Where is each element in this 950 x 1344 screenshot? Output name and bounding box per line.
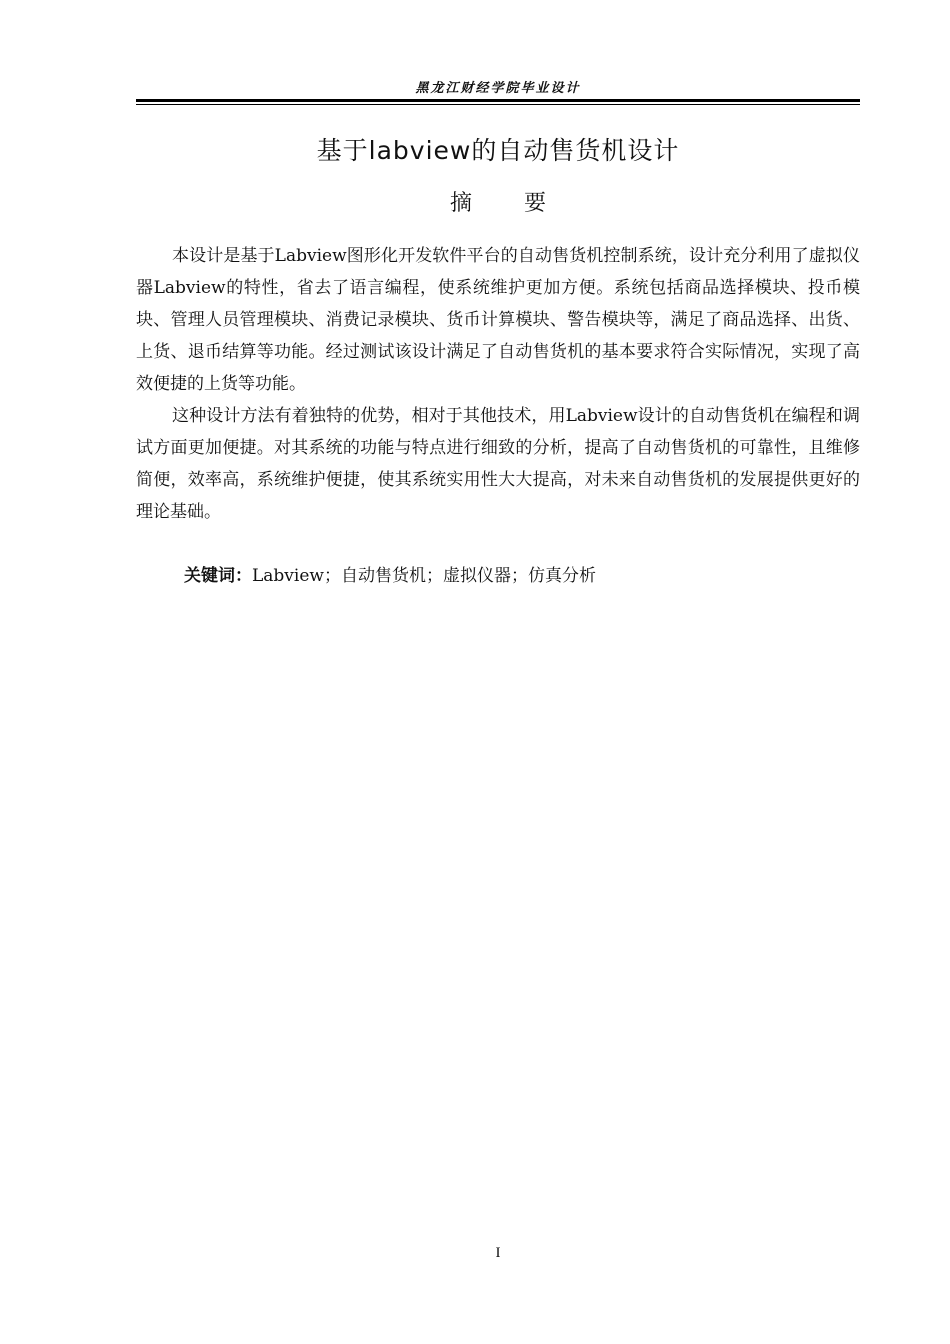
abstract-heading: 摘要 xyxy=(449,191,598,216)
page-number: I xyxy=(495,1245,501,1261)
abstract-body xyxy=(136,240,860,528)
header-rule-thick xyxy=(136,99,860,102)
abstract-paragraph-2: 这种设计方法有着独特的优势，相对于其他技术，用Labview设计的自动售货机在编程和调试方面更加便捷。对其系统的功能与特点进行细致的分析，提高了自动售货机的可靠性，且维修简便，效率高，系统维护便捷，使其系统实用性大大提高，对未来自动售货机的发展提供更好的理论基础。 xyxy=(136,406,860,522)
header-rule-thin xyxy=(136,104,860,105)
abstract-paragraph-1: 本设计是基于Labview图形化开发软件平台的自动售货机控制系统，设计充分利用了虚拟仪器Labview的特性，省去了语言编程，使系统维护更加方便。系统包括商品选择模块、投币模块、管理人员管理模块、消费记录模块、货币计算模块、警告模块等，满足了商品选择、出货、上货、退币结算等功能。经过测试该设计满足了自动售货机的基本要求符合实际情况，实现了高效便捷的上货等功能。 xyxy=(136,246,860,394)
keywords-text: Labview；自动售货机；虚拟仪器；仿真分析 xyxy=(252,566,596,586)
keywords-label: 关键词： xyxy=(184,566,252,586)
keywords-line xyxy=(184,560,860,592)
running-header: 黑龙江财经学院毕业设计 xyxy=(415,81,581,96)
document-title: 基于labview的自动售货机设计 xyxy=(316,136,680,165)
